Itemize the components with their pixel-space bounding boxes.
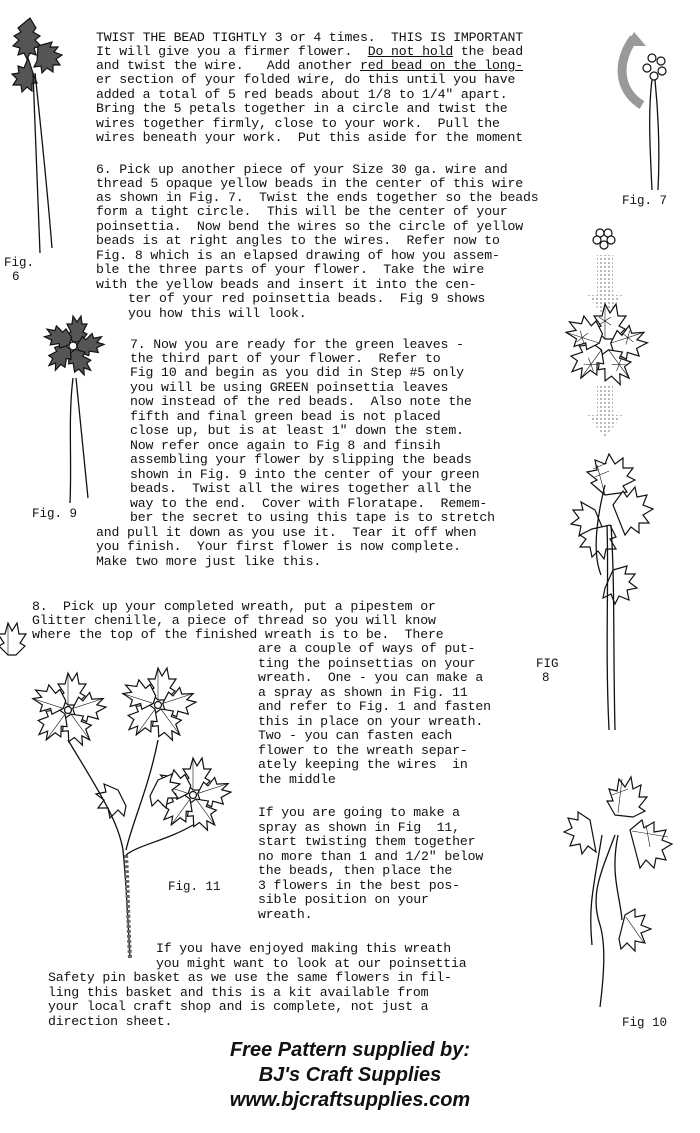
text-line: ter of your red poinsettia beads. Fig 9 shows	[128, 291, 486, 306]
footer-line-1: Free Pattern supplied by:	[229, 1039, 471, 1061]
text-line: the third part of your flower. Refer to	[130, 351, 441, 366]
text-line: It will give you a firmer flower. Do not hold the bead	[96, 44, 524, 59]
text-line: way to the end. Cover with Floratape. Remem-	[130, 496, 488, 511]
text-line: ting the poinsettias on your	[258, 656, 476, 671]
fig11-illustration	[8, 660, 248, 960]
fig7-caption: Fig. 7	[622, 194, 668, 208]
text-line: start twisting them together	[258, 834, 476, 849]
text-line: Fig. 8 which is an elapsed drawing of how you assem-	[96, 248, 500, 263]
text-line: beads is at right angles to the wires. Refer now to	[96, 233, 500, 248]
text-line: wires beneath your work. Put this aside for the moment	[96, 130, 524, 145]
text-line: ately keeping the wires in	[258, 757, 468, 772]
fig6-caption-number: 6	[12, 270, 20, 284]
text-line: beads. Twist all the wires together all the	[130, 481, 472, 496]
fig11-caption: Fig. 11	[168, 880, 221, 894]
text-line: the beads, then place the	[258, 863, 453, 878]
fig8-illustration	[535, 225, 695, 735]
text-line: 7. Now you are ready for the green leaves -	[130, 337, 464, 352]
text-line: now instead of the red beads. Also note the	[130, 394, 472, 409]
text-line: no more than 1 and 1/2" below	[258, 849, 484, 864]
text-line: wreath. One - you can make a	[258, 670, 484, 685]
text-line: where the top of the finished wreath is to be. There	[32, 627, 444, 642]
text-line: thread 5 opaque yellow beads in the center of this wire	[96, 176, 524, 191]
text-line: wreath.	[258, 907, 313, 922]
text-line: added a total of 5 red beads about 1/8 to 1/4" apart.	[96, 87, 508, 102]
text-line: and twist the wire. Add another red bead on the long-	[96, 58, 524, 73]
text-line: shown in Fig. 9 into the center of your green	[130, 467, 480, 482]
footer-line-2: BJ's Craft Supplies	[258, 1064, 442, 1086]
text-line: ble the three parts of your flower. Take the wire	[96, 262, 485, 277]
text-line: are a couple of ways of put-	[258, 641, 476, 656]
text-line: and pull it down as you use it. Tear it off when	[96, 525, 477, 540]
text-line: sible position on your	[258, 892, 429, 907]
text-line: Safety pin basket as we use the same flowers in fil-	[48, 970, 452, 985]
fig6-caption: Fig.	[4, 256, 35, 270]
text-line: poinsettia. Now bend the wires so the circle of yellow	[96, 219, 524, 234]
fig7-illustration	[612, 30, 692, 195]
fig8-caption-number: 8	[542, 671, 550, 685]
fig8-caption: FIG	[536, 657, 559, 671]
text-line: the middle	[258, 772, 336, 787]
text-line: Glitter chenille, a piece of thread so you will know	[32, 613, 436, 628]
text-line: ber the secret to using this tape is to stretch	[130, 510, 495, 525]
fig10-illustration	[560, 745, 695, 1010]
text-line: a spray as shown in Fig. 11	[258, 685, 468, 700]
text-line: If you have enjoyed making this wreath	[156, 941, 452, 956]
text-line: flower to the wreath separ-	[258, 743, 468, 758]
fig9-illustration	[28, 298, 128, 508]
text-line: 8. Pick up your completed wreath, put a pipestem or	[32, 599, 436, 614]
text-line: direction sheet.	[48, 1014, 173, 1029]
fig10-caption: Fig 10	[622, 1016, 668, 1030]
text-line: If you are going to make a	[258, 805, 460, 820]
fig9-caption: Fig. 9	[32, 507, 78, 521]
text-line: you will be using GREEN poinsettia leaves	[130, 380, 449, 395]
text-line: Make two more just like this.	[96, 554, 322, 569]
text-line: fifth and final green bead is not placed	[130, 409, 441, 424]
text-line: 6. Pick up another piece of your Size 30 ga. wire and	[96, 162, 508, 177]
text-line: close up, but is at least 1" down the stem.	[130, 423, 464, 438]
text-line: assembling your flower by slipping the beads	[130, 452, 472, 467]
text-line: with the yellow beads and insert it into the cen-	[96, 277, 477, 292]
text-line: and refer to Fig. 1 and fasten	[258, 699, 491, 714]
text-line: you finish. Your first flower is now complete.	[96, 539, 461, 554]
text-line: ling this basket and this is a kit available from	[48, 985, 429, 1000]
text-line: your local craft shop and is complete, not just a	[48, 999, 429, 1014]
text-line: TWIST THE BEAD TIGHTLY 3 or 4 times. THIS IS IMPORTANT	[96, 30, 524, 45]
text-line: you how this will look.	[128, 306, 307, 321]
text-line: as shown in Fig. 7. Twist the ends together so the beads	[96, 190, 539, 205]
text-line: form a tight circle. This will be the center of your	[96, 204, 508, 219]
text-line: Fig 10 and begin as you did in Step #5 only	[130, 365, 464, 380]
text-line: you might want to look at our poinsettia	[156, 956, 467, 971]
text-line: this in place on your wreath.	[258, 714, 484, 729]
fig6-illustration	[8, 18, 78, 258]
footer-url: www.bjcraftsupplies.com	[229, 1089, 471, 1111]
text-line: er section of your folded wire, do this until you have	[96, 72, 516, 87]
text-line: wires together firmly, close to your work. Pull the	[96, 116, 500, 131]
text-line: Bring the 5 petals together in a circle and twist the	[96, 101, 508, 116]
text-line: Now refer once again to Fig 8 and finsih	[130, 438, 441, 453]
text-line: spray as shown in Fig 11,	[258, 820, 460, 835]
text-line: 3 flowers in the best pos-	[258, 878, 460, 893]
text-line: Two - you can fasten each	[258, 728, 453, 743]
